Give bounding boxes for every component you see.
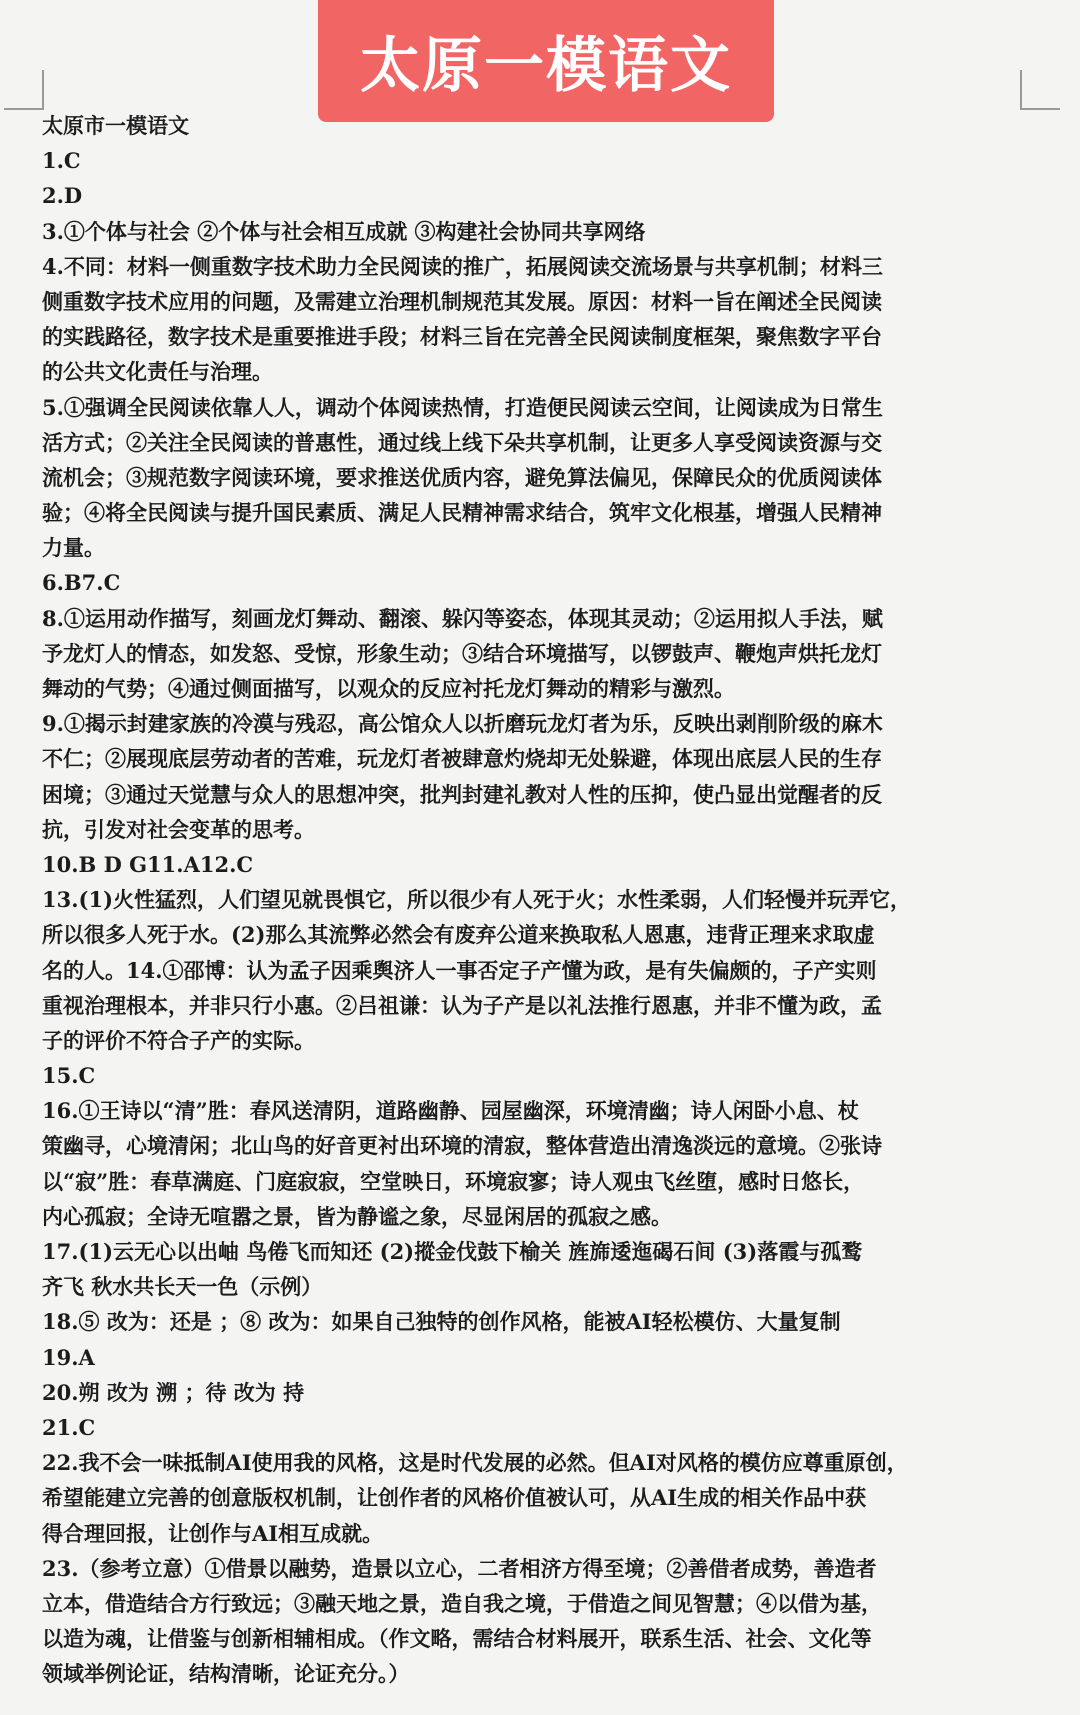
answer-line: 19.A [42,1344,95,1370]
answer-line: 验；④将全民阅读与提升国民素质、满足人民精神需求结合，筑牢文化根基，增强人民精神 [42,500,882,526]
answer-line: 3.①个体与社会 ②个体与社会相互成就 ③构建社会协同共享网络 [42,218,646,244]
answer-line: 2.D [42,183,83,209]
banner-title: 太原一模语文 [360,31,732,101]
answer-line: 17.(1)云无心以出岫 鸟倦飞而知还 (2)摐金伐鼓下榆关 旌旆逶迤碣石间 (3)落霞与孤鹜 [42,1239,863,1264]
answer-line: 18.⑤ 改为：还是 ；⑧ 改为：如果自己独特的创作风格，能被AI轻松模仿、大量复制 [42,1309,841,1335]
answer-line: 4.不同：材料一侧重数字技术助力全民阅读的推广，拓展阅读交流场景与共享机制；材料三 [42,253,883,279]
crop-mark-left [4,70,44,110]
answer-line: 舞动的气势；④通过侧面描写，以观众的反应衬托龙灯舞动的精彩与激烈。 [42,676,735,701]
answer-line: 15.C [42,1063,96,1089]
answer-line: 9.①揭示封建家族的冷漠与残忍，高公馆众人以折磨玩龙灯者为乐，反映出剥削阶级的麻木 [42,711,883,737]
answer-line: 6.B7.C [42,570,121,596]
answer-line: 5.①强调全民阅读依靠人人，调动个体阅读热情，打造便民阅读云空间，让阅读成为日常生 [42,394,883,420]
answer-line: 齐飞 秋水共长天一色（示例） [42,1274,323,1300]
answer-line: 23.（参考立意）①借景以融势，造景以立心，二者相济方得至境；②善借者成势，善造者 [42,1555,877,1581]
answer-line: 流机会；③规范数字阅读环境，要求推送优质内容，避免算法偏见，保障民众的优质阅读体 [42,464,882,490]
answer-line: 力量。 [42,535,105,561]
answer-line: 的实践路径，数字技术是重要推进手段；材料三旨在完善全民阅读制度框架，聚焦数字平台 [42,324,882,350]
answer-line: 以“寂”胜：春草满庭、门庭寂寂，空堂映日，环境寂寥；诗人观虫飞丝堕，感时日悠长， [42,1168,865,1194]
answer-line: 立本，借造结合方行致远；③融天地之景，造自我之境，于借造之间见智慧；④以借为基， [42,1590,882,1616]
answer-line: 希望能建立完善的创意版权机制，让创作者的风格价值被认可，从AI生成的相关作品中获 [42,1485,867,1511]
document-heading: 太原市一模语文 [42,113,189,138]
answer-line: 重视治理根本，并非只行小惠。②吕祖谦：认为子产是以礼法推行恩惠，并非不懂为政，孟 [42,992,882,1018]
answer-line: 22.我不会一味抵制AI使用我的风格，这是时代发展的必然。但AI对风格的模仿应尊重原创， [42,1450,908,1476]
answer-line: 1.C [42,148,81,174]
answer-line: 10.B D G11.A12.C [42,851,254,877]
answer-line: 内心孤寂；全诗无喧嚣之景，皆为静谧之象，尽显闲居的孤寂之感。 [42,1203,672,1229]
answer-line: 活方式；②关注全民阅读的普惠性，通过线上线下朵共享机制，让更多人享受阅读资源与交 [42,429,882,455]
answer-line: 侧重数字技术应用的问题，及需建立治理机制规范其发展。原因：材料一旨在阐述全民阅读 [42,288,882,314]
answer-document [42,108,1026,1691]
answer-line: 20.朔 改为 溯 ；待 改为 持 [42,1379,305,1405]
crop-mark-right [1020,70,1060,110]
answer-line: 子的评价不符合子产的实际。 [42,1027,315,1053]
title-banner [318,0,774,122]
answer-line: 21.C [42,1414,96,1440]
answer-line: 的公共文化责任与治理。 [42,359,273,385]
answer-line: 抗，引发对社会变革的思考。 [42,816,315,842]
answer-line: 得合理回报，让创作与AI相互成就。 [42,1520,384,1546]
answer-line: 不仁；②展现底层劳动者的苦难，玩龙灯者被肆意灼烧却无处躲避，体现出底层人民的生存 [42,746,882,772]
answer-line: 8.①运用动作描写，刻画龙灯舞动、翻滚、躲闪等姿态，体现其灵动；②运用拟人手法，赋 [42,605,883,631]
answer-line: 16.①王诗以“清”胜：春风送清阴，道路幽静、园屋幽深，环境清幽；诗人闲卧小息、杖 [42,1098,859,1124]
answer-line: 所以很多人死于水。(2)那么其流弊必然会有废弃公道来换取私人恩惠，违背正理来求取虚 [42,922,875,948]
answer-line: 名的人。14.①邵博：认为孟子因乘舆济人一事否定子产懂为政，是有失偏颇的，子产实则 [42,957,877,983]
answer-line: 13.(1)火性猛烈，人们望见就畏惧它，所以很少有人死于火；水性柔弱，人们轻慢并玩弄它， [42,887,912,913]
answer-line: 领域举例论证，结构清晰，论证充分。） [42,1661,410,1687]
answer-line: 以造为魂，让借鉴与创新相辅相成。（作文略，需结合材料展开，联系生活、社会、文化等 [42,1626,872,1652]
answer-line: 策幽寻，心境清闲；北山鸟的好音更衬出环境的清寂，整体营造出清逸淡远的意境。②张诗 [42,1133,882,1159]
answer-line: 予龙灯人的情态，如发怒、受惊，形象生动；③结合环境描写，以锣鼓声、鞭炮声烘托龙灯 [42,640,882,666]
answer-line: 困境；③通过天觉慧与众人的思想冲突，批判封建礼教对人性的压抑，使凸显出觉醒者的反 [42,781,882,807]
